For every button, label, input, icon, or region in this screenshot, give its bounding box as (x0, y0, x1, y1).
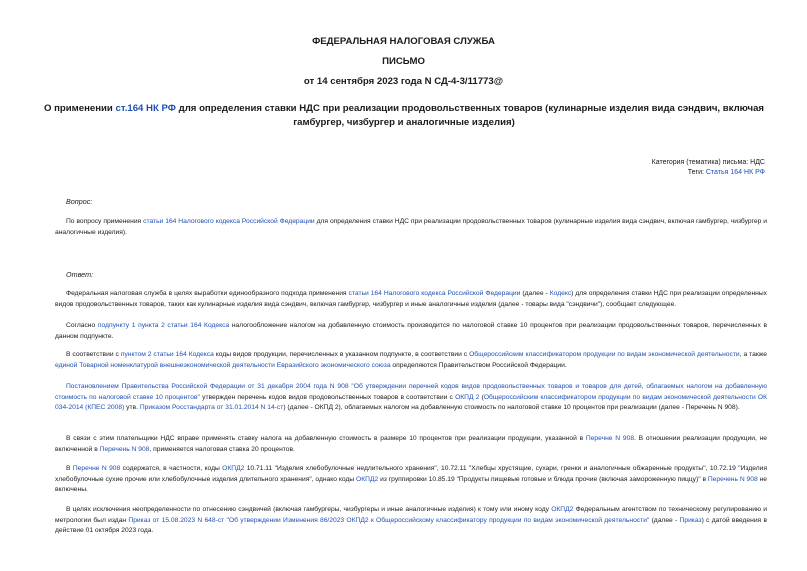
text: Федеральным агентством по техническому регулированию и метрологии был издан (55, 506, 767, 524)
text: для определения ставки НДС при реализации продовольственных товаров (кулинарные изделия вида сэндвич, включая гамбургер, чизбургер и аналогичные изделия). (55, 218, 767, 236)
text: коды видов продукции, перечисленных в указанном подпункте, в соответствии с (213, 351, 470, 358)
answer-paragraph-5 (55, 434, 767, 455)
link-list-908[interactable]: Перечень N 908 (707, 475, 758, 483)
doc-date-number: от 14 сентября 2023 года N СД-4-3/11773@ (303, 76, 504, 87)
text: ( (479, 393, 484, 401)
link-rosstandart-order[interactable]: Приказом Росстандарта от 31.01.2014 N 14-ст (139, 404, 284, 412)
link-okpd2[interactable]: ОКПД 2 (455, 393, 480, 401)
document-title (44, 102, 764, 130)
text: (далее - (649, 516, 680, 524)
title-text: О применении (44, 103, 116, 114)
answer-paragraph-3 (55, 350, 767, 371)
text: (далее - (520, 290, 550, 297)
link-paragraph[interactable]: пунктом 2 статьи 164 Кодекса (120, 351, 214, 358)
link-code[interactable]: Кодекс (549, 290, 572, 297)
text: 10.71.11 "Изделия хлебобулочные недлительного хранения", 10.72.11 "Хлебцы хрустящие, сухари, гренки и аналогичные обжаренные продукты", 10.72.19 "Изделия хлебобулочные сухие прочие или хлебобулочные изделия длительного хранения", однако коды (55, 465, 767, 483)
title-link-article-164[interactable]: ст.164 НК РФ (115, 103, 176, 114)
link-list-908[interactable]: Перечне N 908 (72, 465, 121, 472)
text: определяются Правительством Российской Федерации. (390, 361, 567, 369)
link-subparagraph[interactable]: подпункту 1 пункта 2 статьи 164 Кодекса (97, 322, 230, 329)
answer-paragraph-6 (55, 464, 767, 496)
question-paragraph (55, 217, 767, 238)
tags-label: Теги: (687, 169, 706, 176)
text: Федеральная налоговая служба в целях выработки единообразного подхода применения (66, 290, 349, 297)
link-list-908[interactable]: Перечне N 908 (585, 435, 635, 442)
link-article-164[interactable]: статьи 164 Налогового кодекса Российской Федерации (143, 218, 315, 225)
tag-link[interactable]: Статья 164 НК РФ (705, 169, 765, 176)
link-order-648[interactable]: Приказ от 15.08.2023 N 648-ст "Об утверждении Изменения 86/2023 ОКПД2 к Общероссийскому классификатору продукции по видам экономической деятельности" (128, 516, 650, 524)
text: ) для определения ставки НДС при реализации определенных видов продовольственных товаров, таких как кулинарные изделия вида сэндвич, включая гамбургер, чизбургер и иные аналогичные изделия (далее - товары вида "сэндвичи"), сообщает следующее. (55, 290, 767, 308)
letter-tags (688, 168, 765, 178)
text: По вопросу применения (66, 218, 144, 225)
text: содержатся, в частности, коды (120, 465, 223, 472)
text: утвержден перечень кодов видов продовольственных товаров в соответствии с (199, 393, 456, 401)
answer-label: Ответ: (66, 270, 94, 279)
link-list-908[interactable]: Перечень N 908 (99, 445, 150, 453)
text: ) с датой введения в действие 01 октября 2023 года. (55, 516, 767, 535)
doc-type: ПИСЬМО (382, 56, 425, 67)
text: из группировки 10.85.19 "Продукты пищевые готовые и блюда прочие (включая замороженную пиццу)" в (378, 475, 708, 483)
text: не включены. (55, 475, 767, 494)
text: налогообложение налогом на добавленную стоимость производится по налоговой ставке 10 процентов при реализации продовольственных товаров, перечисленных в данном подпункте. (55, 322, 768, 340)
answer-paragraph-2 (55, 321, 767, 342)
text: утв. (124, 404, 140, 412)
link-order[interactable]: Приказ (679, 516, 702, 524)
question-label: Вопрос: (66, 197, 93, 206)
title-text: для определения ставки НДС при реализации продовольственных товаров (кулинарные изделия вида сэндвич, включая гамбургер, чизбургер и аналогичные изделия) (175, 103, 765, 128)
link-okpd2[interactable]: ОКПД2 (356, 475, 379, 483)
text: , а также (739, 351, 767, 358)
link-resolution-908[interactable]: Постановлением Правительства Российской Федерации от 31 декабря 2004 года N 908 "Об утверждении перечней кодов видов продовольственных товаров и товаров для детей, облагаемых налогом на добавленную стоимость по налоговой ставке 10 процентов" (55, 383, 767, 401)
text: ) (далее - ОКПД 2), облагаемых налогом на добавленную стоимость по налоговой ставке 10 процентов при реализации (далее - Перечень N 908). (283, 404, 740, 412)
link-tn-ved[interactable]: единой Товарной номенклатурой внешнеэкономической деятельности Евразийского экономического союза (55, 361, 391, 369)
link-article-164[interactable]: статьи 164 Налогового кодекса Российской Федерации (348, 290, 521, 297)
answer-paragraph-7 (55, 505, 767, 537)
text: В соответствии с (66, 351, 121, 358)
text: В связи с этим плательщики НДС вправе применять ставку налога на добавленную стоимость в размере 10 процентов при реализации продукции, указанной в (66, 435, 586, 442)
letter-category: Категория (тематика) письма: НДС (651, 159, 765, 166)
link-okpd2-full[interactable]: Общероссийским классификатором продукции по видам экономической деятельности ОК 034-2014 (КПЕС 2008) (55, 393, 768, 412)
text: , применяется налоговая ставка 20 процентов. (149, 445, 295, 453)
link-okpd2[interactable]: ОКПД2 (551, 506, 574, 513)
text: . В отношении реализации продукции, не включенной в (55, 435, 767, 453)
text: Согласно (66, 322, 98, 329)
text: В (66, 465, 73, 472)
link-okpd-classifier[interactable]: Общероссийским классификатором продукции по видам экономической деятельности (469, 351, 740, 358)
answer-paragraph-1 (55, 289, 767, 310)
answer-paragraph-4 (55, 382, 767, 414)
text: В целях исключения неопределенности по отнесению сэндвичей (включая гамбургеры, чизбургеры и иные аналогичные изделия) к тому или иному коду (66, 506, 552, 513)
agency-name: ФЕДЕРАЛЬНАЯ НАЛОГОВАЯ СЛУЖБА (312, 36, 495, 47)
link-okpd2[interactable]: ОКПД2 (222, 465, 245, 472)
